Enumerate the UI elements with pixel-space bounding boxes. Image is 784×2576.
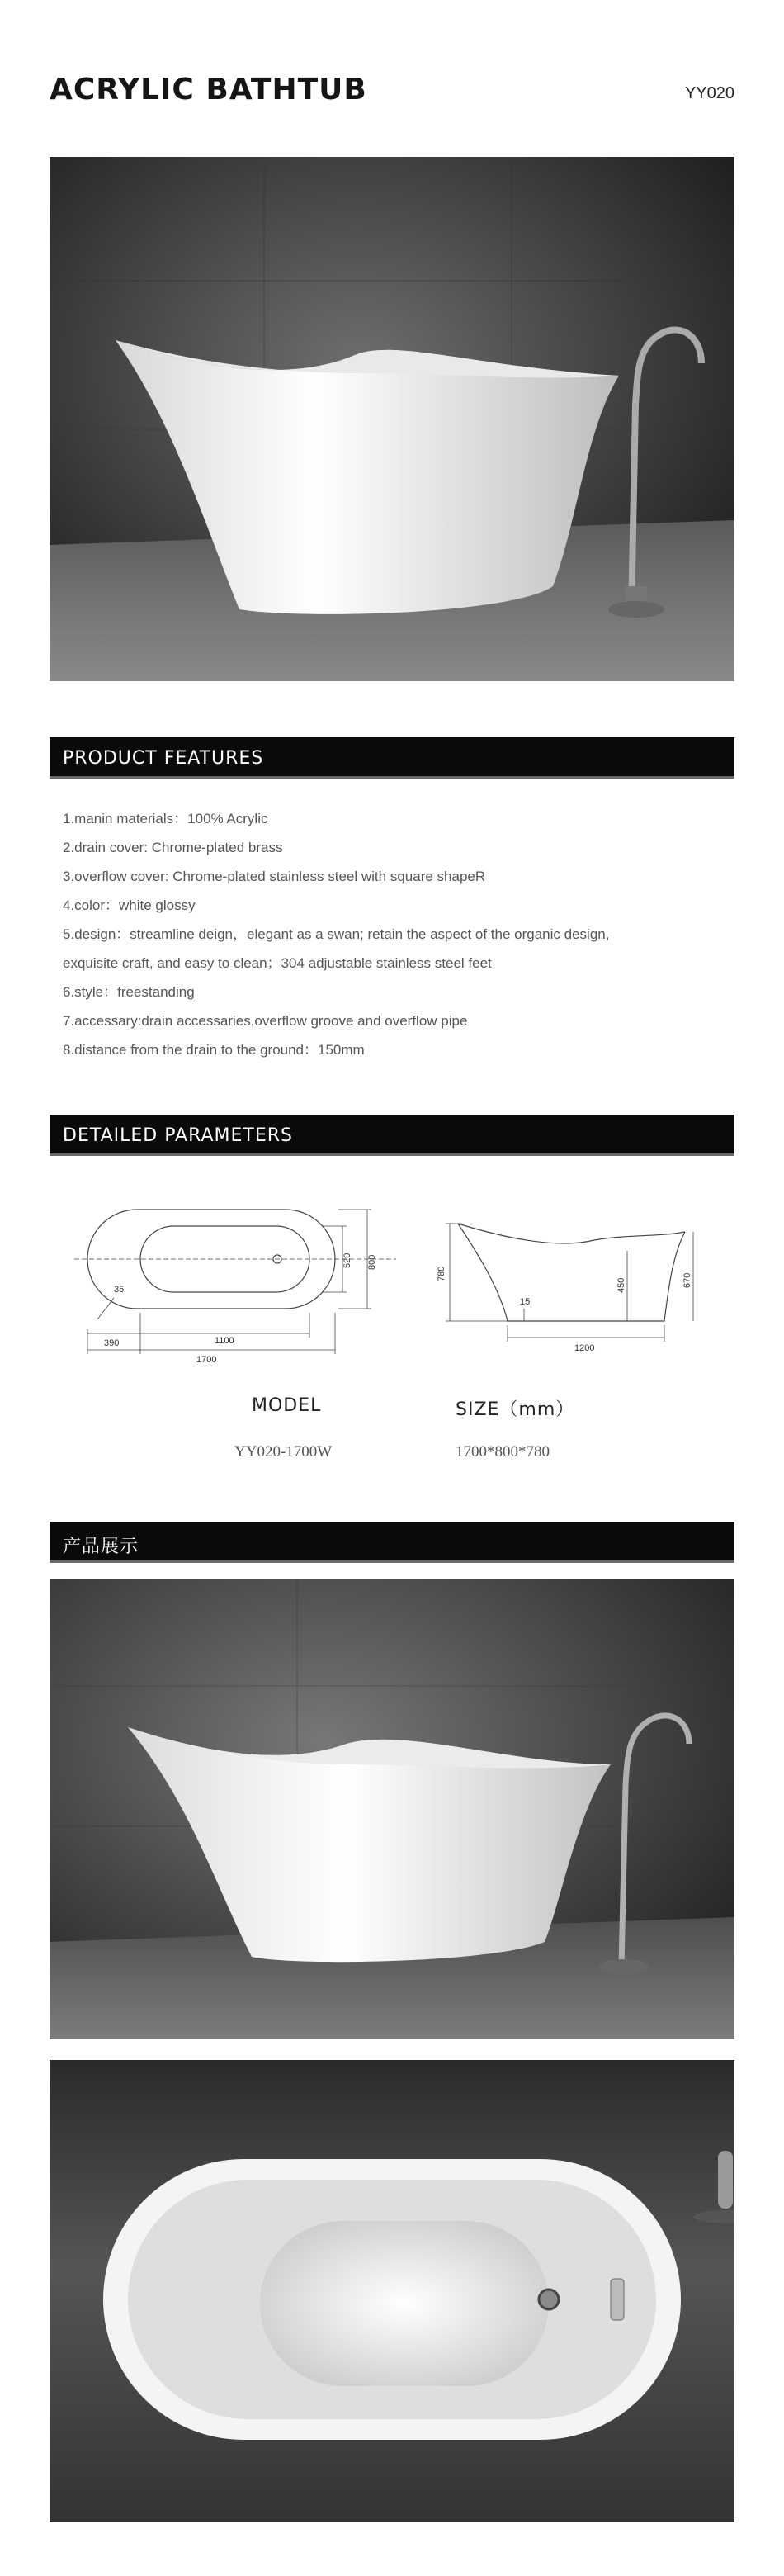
dim-520: 520: [342, 1252, 352, 1268]
parameters-section-title: DETAILED PARAMETERS: [63, 1125, 294, 1146]
hero-product-photo: [50, 157, 734, 681]
dim-1700: 1700: [196, 1355, 217, 1365]
spec-size-value: 1700*800*780: [456, 1443, 550, 1461]
dim-390: 390: [104, 1338, 120, 1348]
side-view-drawing: [446, 1224, 693, 1342]
dim-radius: 35: [114, 1285, 125, 1295]
feature-item: 6.style：freestanding: [63, 984, 195, 1000]
dim-1100: 1100: [215, 1336, 234, 1346]
showcase-section-bar: [50, 1522, 734, 1563]
feature-item: exquisite craft, and easy to clean；304 adjustable stainless steel feet: [63, 955, 492, 971]
page-header: [50, 66, 734, 116]
features-section-title: PRODUCT FEATURES: [63, 748, 264, 769]
showcase-section-title: 产品展示: [63, 1537, 139, 1557]
dim-800: 800: [367, 1254, 377, 1270]
showcase-side-photo: [50, 1579, 734, 2039]
dim-1200: 1200: [574, 1343, 595, 1353]
spec-size-label: SIZE（mm）: [456, 1399, 575, 1420]
dim-670: 670: [682, 1272, 692, 1288]
feature-item: 2.drain cover: Chrome-plated brass: [63, 840, 283, 855]
showcase-top-photo: [50, 2060, 734, 2522]
dim-450: 450: [616, 1277, 626, 1293]
feature-item: 1.manin materials：100% Acrylic: [63, 811, 268, 826]
spec-model-value: YY020-1700W: [234, 1443, 333, 1461]
feature-item: 4.color：white glossy: [63, 897, 196, 913]
features-list: [63, 804, 723, 1064]
feature-item: 7.accessary:drain accessaries,overflow groove and overflow pipe: [63, 1013, 468, 1029]
feature-item: 5.design：streamline deign，elegant as a swan; retain the aspect of the organic design,: [63, 926, 610, 942]
dim-15: 15: [520, 1297, 531, 1307]
feature-item: 3.overflow cover: Chrome-plated stainless steel with square shapeR: [63, 869, 486, 884]
model-code: YY020: [684, 84, 734, 102]
feature-item: 8.distance from the drain to the ground：150mm: [63, 1042, 365, 1058]
spec-model-label: MODEL: [252, 1395, 322, 1416]
dim-780: 780: [437, 1266, 446, 1281]
features-section-bar: [50, 737, 734, 779]
top-view-drawing: [74, 1210, 396, 1354]
parameters-section-bar: [50, 1115, 734, 1156]
technical-drawings: [50, 1189, 734, 1379]
product-title: ACRYLIC BATHTUB: [50, 73, 367, 107]
